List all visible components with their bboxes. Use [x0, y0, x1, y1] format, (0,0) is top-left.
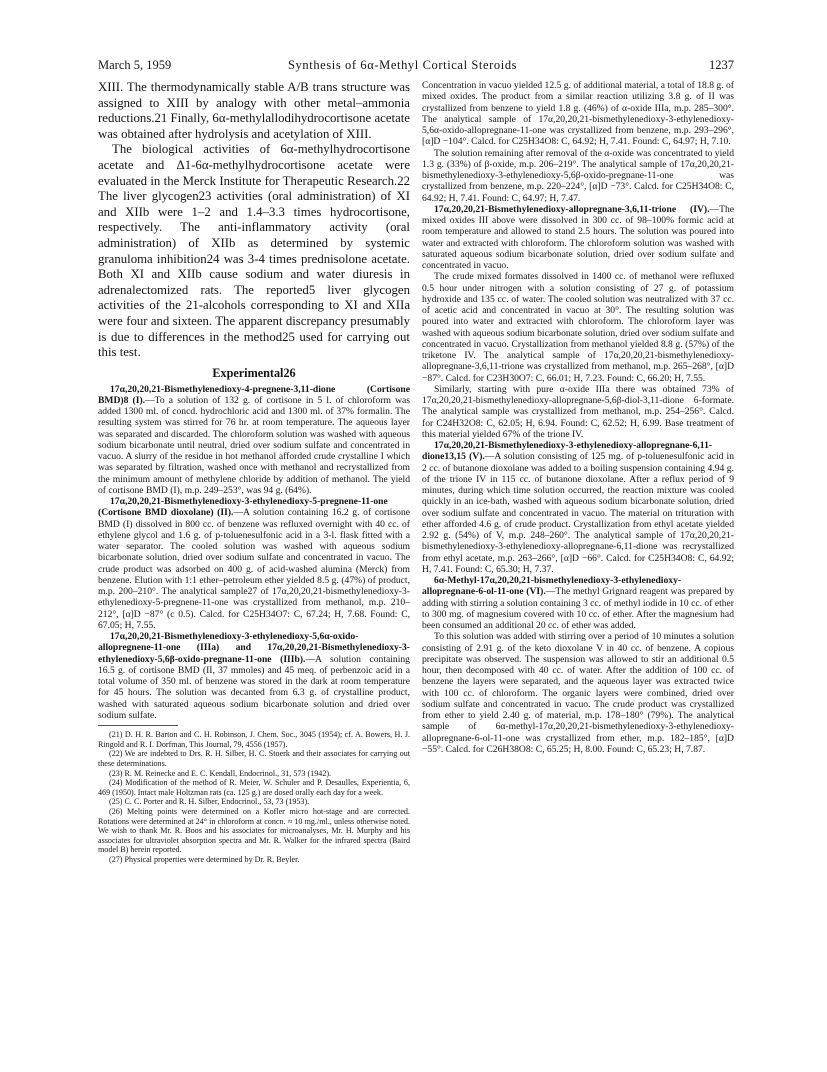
compound-heading: 17α,20,20,21-Bismethylenedioxy-3-ethylenedioxy-5-pregnene-11-one (Cortisone BMD dioxolane) (II).: [98, 496, 388, 519]
procedure-text: To this solution was added with stirring over a period of 10 minutes a solution consisting of 2.91 g. of the keto dioxolane V in 40 cc. of benzene. A copious precipitate was observed. The suspension was allowed to stir an additional 0.5 hour, then decomposed with 40 cc. of water. After the addition of 100 cc. of benzene the layers were separated, and the aqueous layer was extracted twice with 100 cc. of chloroform. The organic layers were combined, dried over sodium sulfate and concentrated in vacuo. The crude product was crystallized from ether to yield 2.40 g. of material, m.p. 178–180° (79%). The analytical sample of 6α-methyl-17α,20,20,21-bismethylenedioxy-3-ethylenedioxy-allopregnane-6-ol-11-one was crystallized from ether, m.p. 182–185°, [α]D −55°. Calcd. for C26H38O8: C, 65.25; H, 8.00. Found: C, 65.23; H, 7.87.: [422, 631, 734, 755]
footnote-divider: [98, 725, 178, 726]
right-column: [422, 80, 734, 755]
discussion-paragraph: XIII. The thermodynamically stable A/B trans structure was assigned to XIII by analogy with other metal–ammonia reductions.21 Finally, 6α-methylallodihydrocortisone acetate was obtained after hydrolysis and acetylation of XIII.: [98, 80, 410, 141]
left-column: [98, 80, 410, 865]
procedure-text: Similarly, starting with pure α-oxide IIIa there was obtained 73% of 17α,20,20,21-bismethylenedioxy-allopregnane-5,6β-diol-3,11-dione 6-formate. The analytical sample was crystallized from methanol, m.p. 254–256°. Calcd. for C24H32O8: C, 62.05; H, 6.94. Found: C, 62.52; H, 6.99. Base treatment of this material yielded 67% of the trione IV.: [422, 383, 734, 440]
header-date: March 5, 1959: [98, 58, 172, 72]
procedure-paragraph: [422, 631, 734, 755]
footnote: (24) Modification of the method of R. Meier, W. Schuler and P. Desaulles, Experientia, 6, 469 (1950). Intact male Holtzman rats (ca. 125 g.) are dosed orally each day for a week.: [98, 778, 410, 797]
procedure-text: —The mixed oxides III above were dissolved in 300 cc. of 98–100% formic acid at room temperature and allowed to stand 2.5 hours. The solution was poured into water and extracted with chloroform. The chloroform solution was washed with saturated aqueous sodium bicarbonate solution, dried over sodium sulfate and concentrated in vacuo.: [422, 203, 734, 271]
procedure-text: Concentration in vacuo yielded 12.5 g. of additional material, a total of 18.8 g. of mixed oxides. The product from a similar reaction utilizing 3.8 g. of II was crystallized from benzene to yield 1.8 g. (46%) of α-oxide IIIa, m.p. 285–300°. The analytical sample of 17α,20,20,21-bismethylenedioxy-3-ethylenedioxy-5,6α-oxido-allopregnane-11-one was crystallized from benzene, m.p. 293–296°, [α]D −104°. Calcd. for C25H34O8: C, 64.92; H, 7.41. Found: C, 64.97; H, 7.10.: [422, 80, 734, 148]
procedure-text: The solution remaining after removal of the α-oxide was concentrated to yield 1.3 g. (33%) of β-oxide, m.p. 206–219°. The analytical sample of 17α,20,20,21-bismethylenedioxy-3-ethylenedioxy-5,6β-oxido-pregnane-11-one was crystallized from benzene, m.p. 220–224°, [α]D −73°. Calcd. for C25H34O8: C, 64.92; H, 7.41. Found: C, 64.97; H, 7.47.: [422, 147, 734, 204]
footnote: (22) We are indebted to Drs. R. H. Silber, H. C. Stoerk and their associates for carrying out these determinations.: [98, 749, 410, 768]
procedure-paragraph: [422, 148, 734, 204]
procedure-paragraph: [422, 271, 734, 384]
procedure-text: —A solution containing 16.5 g. of cortisone BMD (II, 37 mmoles) and 45 meq. of perbenzoic acid in a total volume of 350 ml. of benzene was stored in the dark at room temperature for 45 hours. The solution was decanted from 6.3 g. of crystalline product, washed with saturated aqueous sodium bicarbonate solution and dried over sodium sulfate.: [98, 653, 410, 721]
procedure-paragraph: [422, 575, 734, 631]
compound-heading: 17α,20,20,21-Bismethylenedioxy-3-ethylenedioxy-5,6α-oxido-allopregnene-11-one (IIIa) and 17α,20,20,21-Bismethylenedioxy-3-ethylenedioxy-5,6β-oxido-pregnane-11-one (IIIb).: [98, 631, 410, 665]
procedure-text: —A solution consisting of 125 mg. of p-toluenesulfonic acid in 2 cc. of butanone dioxolane was added to a boiling suspension containing 4.94 g. of the trione IV in 115 cc. of butanone dioxolane. After a reflux period of 9 minutes, during which time solution occurred, the reaction mixture was cooled quickly in an ice-bath, washed with aqueous sodium bicarbonate solution, dried over sodium sulfate and concentrated in vacuo. The material on trituration with ether afforded 4.6 g. of crude product. Crystallization from ethyl acetate yielded 2.92 g. (54%) of V, m.p. 248–260°. The analytical sample of 17α,20,20,21-bismethylenedioxy-3-ethylenedioxy-allopregnane-6,11-dione was recrystallized from ethyl acetate, m.p. 263–266°, [α]D −66°. Calcd. for C25H34O8: C, 64.92; H, 7.41. Found: C, 65.30; H, 7.37.: [422, 451, 735, 575]
page-number: 1237: [709, 58, 734, 72]
procedure-paragraph: [98, 384, 410, 497]
procedure-paragraph: [98, 631, 410, 721]
footnote: (21) D. H. R. Barton and C. H. Robinson, J. Chem. Soc., 3045 (1954); cf. A. Bowers, H. J. Ringold and R. I. Dorfman, This Journal, 79, 4556 (1957).: [98, 730, 410, 749]
footnote: (23) R. M. Reinecke and E. C. Kendall, Endocrinol., 31, 573 (1942).: [109, 768, 332, 778]
compound-heading: 17α,20,20,21-Bismethylenedioxy-allopregnane-3,6,11-trione (IV).: [434, 203, 710, 215]
procedure-paragraph: [422, 440, 734, 575]
procedure-text: —A solution containing 16.2 g. of cortisone BMD (I) dissolved in 800 cc. of benzene was refluxed overnight with 40 cc. of ethylene glycol and 1.6 g. of p-toluenesulfonic acid in a 3-l. flask fitted with a water separator. The cooled solution was washed with aqueous sodium bicarbonate solution, dried over sodium sulfate and concentrated in vacuo. The crude product was adsorbed on 400 g. of acid-washed alumina (Merck) from benzene. Elution with 1:1 ether–petroleum ether yielded 8.5 g. (47%) of product, m.p. 200–210°. The analytical sample27 of 17α,20,20,21-bismethylenedioxy-3-ethylenedioxy-5-pregnene-11-one was crystallized from methanol, m.p. 210–212°, [α]D −87° (c 0.5). Calcd. for C25H34O7: C, 67.24; H, 7.68. Found: C, 67.05; H, 7.55.: [98, 507, 410, 631]
running-header: [98, 58, 734, 74]
experimental-heading: Experimental26: [212, 365, 296, 380]
header-title: Synthesis of 6α-Methyl Cortical Steroids: [288, 58, 518, 72]
procedure-paragraph: [98, 496, 410, 631]
procedure-text: The crude mixed formates dissolved in 1400 cc. of methanol were refluxed 0.5 hour under nitrogen with a solution consisting of 27 g. of potassium hydroxide and 135 cc. of water. The cooled solution was neutralized with 37 cc. of acetic acid and concentrated in vacuo at 30°. The resulting solution was poured into water and extracted with chloroform. The chloroform layer was washed with aqueous sodium bicarbonate solution, dried over sodium sulfate and concentrated in vacuo. Crystallization from methanol yielded 8.8 g. (57%) of the triketone IV. The analytical sample of 17α,20,20,21-bismethylenedioxy-allopregnane-3,6,11-trione was crystallized from methanol, m.p. 265–268°, [α]D −87°. Calcd. for C23H30O7: C, 66.01; H, 7.23. Found: C, 66.20; H, 7.55.: [422, 271, 734, 384]
compound-heading: 17α,20,20,21-Bismethylenedioxy-3-ethylenedioxy-allopregnane-6,11-dione13,15 (V).: [422, 440, 713, 463]
procedure-paragraph: [422, 204, 734, 272]
footnote: (26) Melting points were determined on a Kofler micro hot-stage and are corrected. Rotations were determined at 24° in chloroform at concn. ≈ 10 mg./ml., unless otherwise noted. We wish to thank Mr. R. Boos and his associates for microanalyses, Mr. H. Murphy and his associates for ultraviolet absorption spectra and Mr. R. Walker for the infrared spectra (Baird model B) herein reported.: [98, 806, 410, 855]
footnote: (25) C. C. Porter and R. H. Silber, Endocrinol., 53, 73 (1953).: [109, 797, 310, 807]
discussion-paragraph: The biological activities of 6α-methylhydrocortisone acetate and Δ1-6α-methylhydrocortisone acetate were evaluated in the Merck Institute for Therapeutic Research.22 The liver glycogen23 activities (oral administration) of XI and XIIb were 1–2 and 1.4–3.3 times hydrocortisone, respectively. The anti-inflammatory activity (oral administration) of XIIb as determined by systemic granuloma inhibition24 was 3-4 times prednisolone acetate. Both XI and XIIb cause sodium and water diuresis in adrenalectomized rats. The reported5 liver glycogen activities of the 21-alcohols corresponding to XI and XIIa were four and sixteen. The apparent discrepancy presumably is due to differences in the method25 used for carrying out this test.: [98, 142, 410, 360]
procedure-paragraph: [422, 80, 734, 148]
footnote: (27) Physical properties were determined by Dr. R. Beyler.: [109, 854, 300, 864]
procedure-paragraph: [422, 384, 734, 440]
procedure-text: —To a solution of 132 g. of cortisone in 5 l. of chloroform was added 1300 ml. of concd. hydrochloric acid and 1300 ml. of 37% formalin. The resulting system was stirred for 76 hr. at room temperature. The aqueous layer was separated and discarded. The chloroform solution was washed with aqueous sodium bicarbonate until neutral, dried over sodium sulfate and concentrated in vacuo. A slurry of the residue in hot methanol afforded crude crystalline I which was separated by filtration, washed once with methanol and recrystallized from the minimum amount of methylene chloride by addition of methanol. The yield of cortisone BMD (I), m.p. 249–253°, was 94 g. (64%).: [98, 394, 410, 496]
compound-heading: 6α-Methyl-17α,20,20,21-bismethylenedioxy-3-ethylenedioxy-allopregnane-6-ol-11-one (VI).: [422, 575, 682, 598]
discussion-section: [98, 80, 410, 361]
procedure-text: —The methyl Grignard reagent was prepared by adding with stirring a solution containing 3 cc. of methyl iodide in 10 cc. of ether to 300 mg. of magnesium covered with 10 cc. of ether. After the magnesium had been consumed an additional 20 cc. of ether was added.: [422, 586, 734, 631]
compound-heading: 17α,20,20,21-Bismethylenedioxy-4-pregnene-3,11-dione (Cortisone BMD)8 (I).: [98, 383, 410, 406]
footnotes: [98, 730, 410, 864]
experimental-section: [98, 384, 410, 722]
